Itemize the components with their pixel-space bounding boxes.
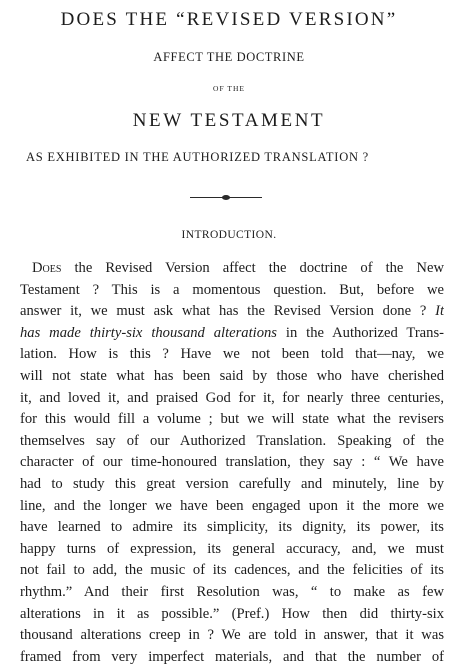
- title-line-3: OF THE: [213, 84, 245, 93]
- text-line: not fail to add, the music of its cadences, and the felicities of its: [20, 562, 444, 579]
- text-line: had to study this great version carefully and minutely, line by: [20, 475, 444, 492]
- text-line: it, and loved it, and praised God for it, for nearly three centuries,: [20, 389, 444, 406]
- section-title: INTRODUCTION.: [181, 229, 277, 241]
- text-line: lation. How is this ? Have we not been told that—nay, we: [20, 346, 444, 363]
- title-line-2: AFFECT THE DOCTRINE: [153, 50, 305, 64]
- text-line: for this would fill a volume ; but we will state what the revisers: [20, 411, 444, 428]
- text-line: Does the Revised Version affect the doctrine of the New: [32, 260, 444, 276]
- text-line: has made thirty-six thousand alterations in the Authorized Trans-: [20, 324, 444, 341]
- ornamental-rule-dot: [222, 195, 230, 200]
- title-line-5: AS EXHIBITED IN THE AUTHORIZED TRANSLATION ?: [26, 150, 369, 164]
- text-line: Testament ? This is a momentous question. But, before we: [20, 281, 444, 298]
- text-line: character of our time-honoured translation, they say : “ We have: [20, 454, 444, 471]
- text-line: have learned to admire its simplicity, its dignity, its power, its: [20, 519, 444, 536]
- text-line: framed from very imperfect materials, and that the number of: [20, 648, 444, 665]
- text-line: thousand alterations creep in ? We are told in answer, that it was: [20, 627, 444, 644]
- text-line: themselves say of our Authorized Translation. Speaking of the: [20, 432, 444, 449]
- title-line-4: NEW TESTAMENT: [132, 110, 326, 131]
- text-line: will not state what has been said by those who have cherished: [20, 367, 444, 384]
- text-line: rhythm.” And their first Resolution was, “ to make as few: [20, 583, 444, 600]
- body-paragraph: [20, 258, 444, 668]
- text-line: answer it, we must ask what has the Revised Version done ? It: [20, 303, 444, 320]
- text-line: alterations in it as possible.” (Pref.) How then did thirty-six: [20, 605, 444, 622]
- text-line: line, and the longer we have been engaged upon it the more we: [20, 497, 444, 514]
- text-line: happy turns of expression, its general accuracy, and, we must: [20, 540, 444, 557]
- title-line-1: DOES THE “REVISED VERSION”: [60, 9, 398, 30]
